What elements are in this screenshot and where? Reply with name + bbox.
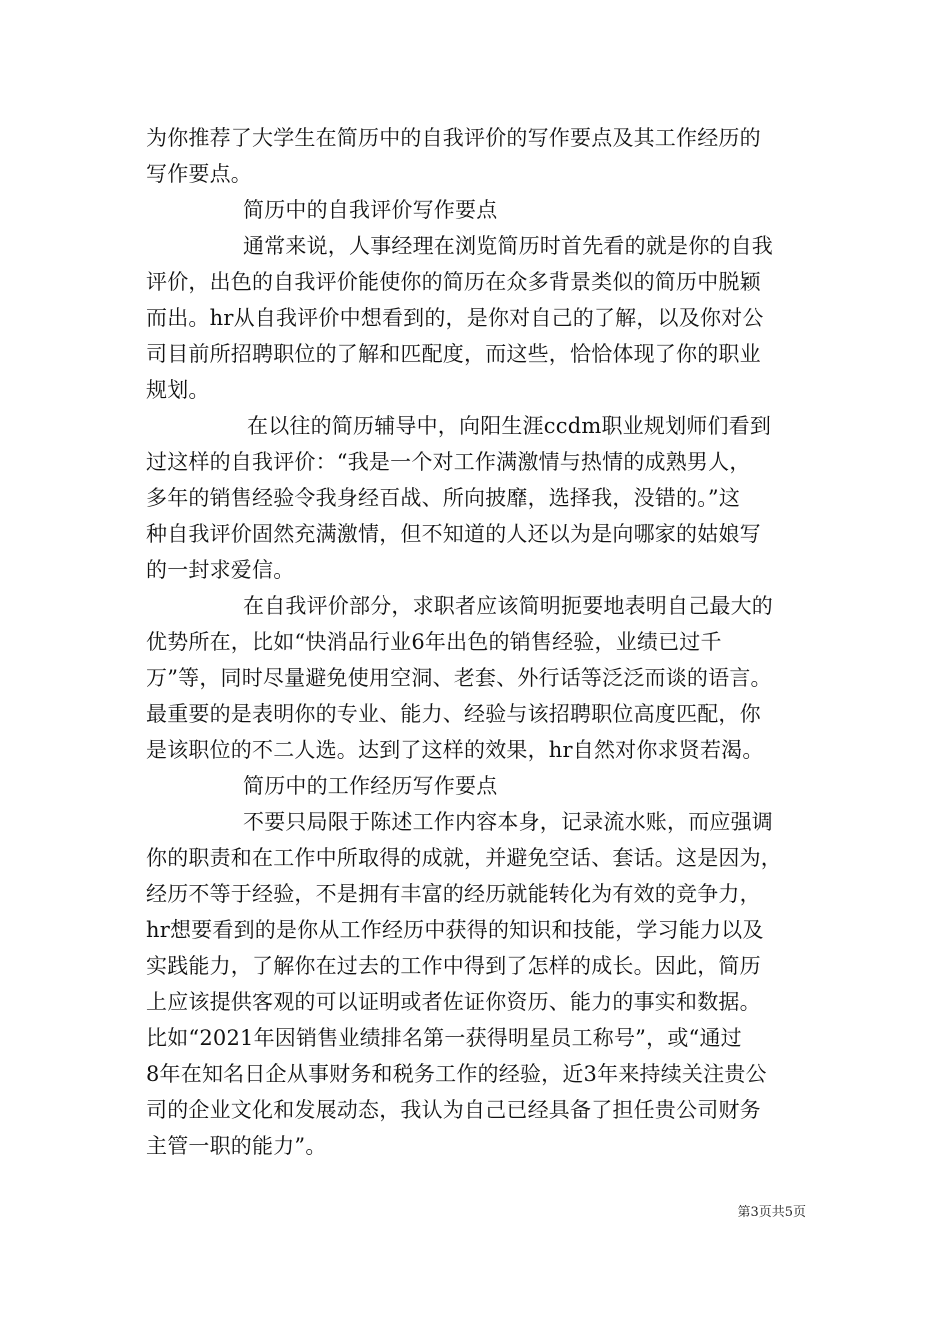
- paragraph-self-evaluation-intro: [146, 228, 806, 408]
- text-line: 上应该提供客观的可以证明或者佐证你资历、能力的事实和数据。: [146, 990, 761, 1014]
- text-line: 经历不等于经验，不是拥有丰富的经历就能转化为有效的竞争力，: [146, 882, 761, 906]
- text-line: 多年的销售经验令我身经百战、所向披靡，选择我，没错的。”这: [146, 486, 741, 510]
- text-line: 在以往的简历辅导中，向阳生涯ccdm职业规划师们看到: [247, 414, 772, 438]
- text-line: 万”等，同时尽量避免使用空洞、老套、外行话等泛泛而谈的语言。: [146, 666, 772, 690]
- text-line: 写作要点。: [146, 162, 252, 186]
- text-line: 8年在知名日企从事财务和税务工作的经验，近3年来持续关注贵公: [146, 1062, 767, 1086]
- text-line: 司的企业文化和发展动态，我认为自己已经具备了担任贵公司财务: [146, 1098, 761, 1122]
- text-line: 在自我评价部分，求职者应该简明扼要地表明自己最大的: [243, 594, 773, 618]
- text-line: 最重要的是表明你的专业、能力、经验与该招聘职位高度匹配，你: [146, 702, 761, 726]
- text-line: 而出。hr从自我评价中想看到的，是你对自己的了解，以及你对公: [146, 306, 764, 330]
- document-body: [146, 120, 806, 1164]
- text-line: 比如“2021年因销售业绩排名第一获得明星员工称号”，或“通过: [146, 1026, 742, 1050]
- text-line: 规划。: [146, 378, 210, 402]
- text-line: 种自我评价固然充满激情，但不知道的人还以为是向哪家的姑娘写: [146, 522, 761, 546]
- text-line: 的一封求爱信。: [146, 558, 295, 582]
- section-heading-work-experience: 简历中的工作经历写作要点: [243, 774, 498, 798]
- text-line: 通常来说，人事经理在浏览简历时首先看的就是你的自我: [243, 234, 773, 258]
- text-line: 不要只局限于陈述工作内容本身，记录流水账，而应强调: [243, 810, 773, 834]
- paragraph-intro: [146, 120, 806, 192]
- text-line: 评价，出色的自我评价能使你的简历在众多背景类似的简历中脱颖: [146, 270, 761, 294]
- paragraph-work-experience: [146, 804, 806, 1164]
- text-line: 司目前所招聘职位的了解和匹配度，而这些，恰恰体现了你的职业: [146, 342, 761, 366]
- text-line: 主管一职的能力”。: [146, 1134, 327, 1158]
- text-line: 是该职位的不二人选。达到了这样的效果，hr自然对你求贤若渴。: [146, 738, 764, 762]
- text-line: 实践能力，了解你在过去的工作中得到了怎样的成长。因此，简历: [146, 954, 761, 978]
- text-line: 优势所在，比如“快消品行业6年出色的销售经验，业绩已过千: [146, 630, 722, 654]
- paragraph-self-evaluation-advice: [146, 588, 806, 768]
- text-line: 过这样的自我评价：“我是一个对工作满激情与热情的成熟男人，: [146, 450, 751, 474]
- text-line: 为你推荐了大学生在简历中的自我评价的写作要点及其工作经历的: [146, 126, 761, 150]
- paragraph-self-evaluation-example: [146, 408, 806, 588]
- text-line: hr想要看到的是你从工作经历中获得的知识和技能，学习能力以及: [146, 918, 764, 942]
- section-heading-self-evaluation: 简历中的自我评价写作要点: [243, 198, 498, 222]
- page-number: 第3页共5页: [737, 1205, 806, 1220]
- text-line: 你的职责和在工作中所取得的成就，并避免空话、套话。这是因为，: [146, 846, 782, 870]
